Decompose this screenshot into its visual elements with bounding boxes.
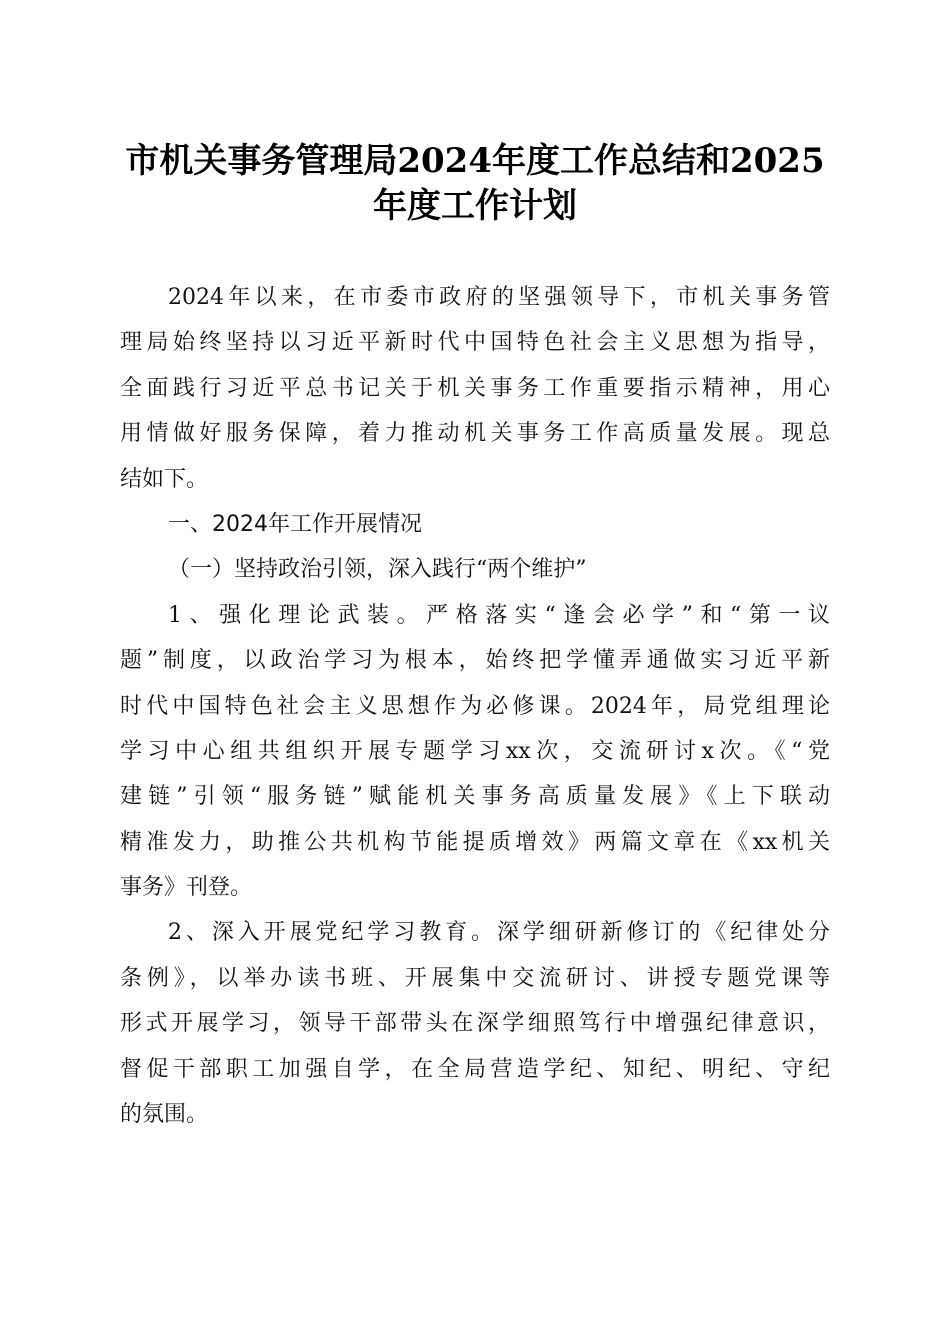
item2-line: 督促干部职工加强自学，在全局营造学纪、知纪、明纪、守纪 <box>120 1056 830 1082</box>
document-title <box>110 138 840 229</box>
intro-line: 全面践行习近平总书记关于机关事务工作重要指示精神，用心 <box>120 375 830 401</box>
item2-line: 条例》，以举办读书班、开展集中交流研讨、讲授专题党课等 <box>120 965 830 991</box>
item1-line: 事务》刊登。 <box>120 875 253 901</box>
intro-line: 结如下。 <box>120 466 209 492</box>
item2-line: 的氛围。 <box>120 1102 209 1128</box>
document-body <box>120 275 830 1137</box>
item1-line: 精准发力，助推公共机构节能提质增效》两篇文章在《xx机关 <box>120 829 830 855</box>
intro-line: 用情做好服务保障，着力推动机关事务工作高质量发展。现总 <box>120 421 830 447</box>
title-line: 市机关事务管理局2024年度工作总结和2025 <box>125 141 825 181</box>
item1-line: 1、强化理论武装。严格落实“逢会必学”和“第一议 <box>168 602 830 628</box>
item2-line: 形式开展学习，领导干部带头在深学细照笃行中增强纪律意识， <box>120 1011 830 1037</box>
intro-line: 理局始终坚持以习近平新时代中国特色社会主义思想为指导， <box>120 330 830 356</box>
section-heading: 一、2024年工作开展情况 <box>168 511 422 537</box>
item1-line: 时代中国特色社会主义思想作为必修课。2024年，局党组理论 <box>120 693 830 719</box>
item1-line: 题”制度，以政治学习为根本，始终把学懂弄通做实习近平新 <box>120 648 830 674</box>
item1-line: 建链”引领“服务链”赋能机关事务高质量发展》《上下联动 <box>120 784 830 810</box>
intro-line: 2024年以来，在市委市政府的坚强领导下，市机关事务管 <box>168 285 830 310</box>
item2-line: 2、深入开展党纪学习教育。深学细研新修订的《纪律处分 <box>168 920 830 946</box>
title-line: 年度工作计划 <box>373 186 577 227</box>
subsection-heading: （一）坚持政治引领，深入践行“两个维护” <box>168 557 587 583</box>
item1-line: 学习中心组共组织开展专题学习xx次，交流研讨x次。《“党 <box>120 738 830 764</box>
